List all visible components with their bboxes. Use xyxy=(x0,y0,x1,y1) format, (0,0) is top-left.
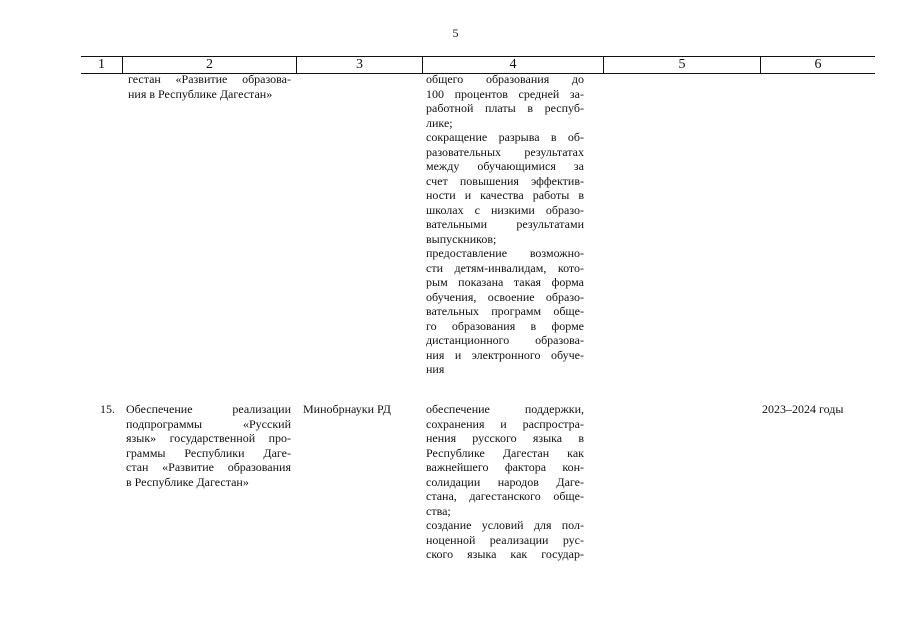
text-line: предоставление возможно- xyxy=(426,246,584,260)
text-line: солидации народов Даге- xyxy=(426,474,584,489)
text-line: лике; xyxy=(426,115,453,130)
text-line: го образования в форме xyxy=(426,318,584,333)
header-col-4: 4 xyxy=(509,57,517,72)
text-line: в Республике Дагестан» xyxy=(126,474,249,489)
header-col-6: 6 xyxy=(814,57,822,72)
header-col-5: 5 xyxy=(678,57,686,72)
text-line: обучения, освоение образо- xyxy=(426,289,584,304)
text-line: 2023–2024 годы xyxy=(762,402,844,416)
header-col-3: 3 xyxy=(356,57,363,72)
continued-row-col2 xyxy=(128,72,291,101)
text-line: Республике Дагестан как xyxy=(426,445,584,460)
text-line: нения русского языка в xyxy=(426,431,584,445)
text-line: рым показана такая форма xyxy=(426,275,584,289)
text-line: общего образования до xyxy=(426,72,584,86)
text-line: Обеспечение реализации xyxy=(126,402,291,416)
text-line: Минобрнауки РД xyxy=(303,402,391,416)
text-line: сохранения и распростра- xyxy=(426,416,584,431)
text-line: ноценной реализации рус- xyxy=(426,532,584,547)
text-line: подпрограммы «Русский xyxy=(126,416,291,431)
text-line: язык» государственной про- xyxy=(126,431,291,445)
row15-col4 xyxy=(426,402,584,562)
text-line: ства; xyxy=(426,503,451,518)
text-line: вательных программ обще- xyxy=(426,304,584,318)
text-line: стан «Развитие образования xyxy=(126,460,291,474)
header-col-2: 2 xyxy=(206,57,213,72)
text-line: школах с низкими образо- xyxy=(426,202,584,217)
text-line: между обучающимися за xyxy=(426,159,584,173)
text-line: разовательных результатах xyxy=(426,144,584,159)
text-line: ния в Республике Дагестан» xyxy=(128,86,273,101)
text-line: счет повышения эффектив- xyxy=(426,173,584,188)
text-line: ности и качества работы в xyxy=(426,188,584,202)
page-number: 5 xyxy=(452,26,459,40)
row15-col3 xyxy=(303,402,421,417)
header-col-1: 1 xyxy=(98,57,105,72)
text-line: работной платы в респуб- xyxy=(426,101,584,115)
row15-col2 xyxy=(126,402,291,489)
text-line: выпускников; xyxy=(426,231,497,246)
row15-col6 xyxy=(762,402,872,417)
text-line: сти детям-инвалидам, кото- xyxy=(426,260,584,275)
text-line: 100 процентов средней за- xyxy=(426,86,584,101)
text-line: вательными результатами xyxy=(426,217,584,231)
continued-row-col4 xyxy=(426,72,584,377)
text-line: важнейшего фактора кон- xyxy=(426,460,584,474)
text-line: граммы Республики Даге- xyxy=(126,445,291,460)
text-line: сокращение разрыва в об- xyxy=(426,130,584,144)
text-line: стана, дагестанского обще- xyxy=(426,489,584,503)
text-line: ского языка как государ- xyxy=(426,547,584,561)
text-line: обеспечение поддержки, xyxy=(426,402,584,416)
text-line: создание условий для пол- xyxy=(426,518,584,532)
row-number: 15. xyxy=(100,402,115,416)
text-line: ния и электронного обуче- xyxy=(426,347,584,362)
text-line: дистанционного образова- xyxy=(426,333,584,347)
text-line: ния xyxy=(426,362,445,376)
text-line: гестан «Развитие образова- xyxy=(128,72,291,86)
